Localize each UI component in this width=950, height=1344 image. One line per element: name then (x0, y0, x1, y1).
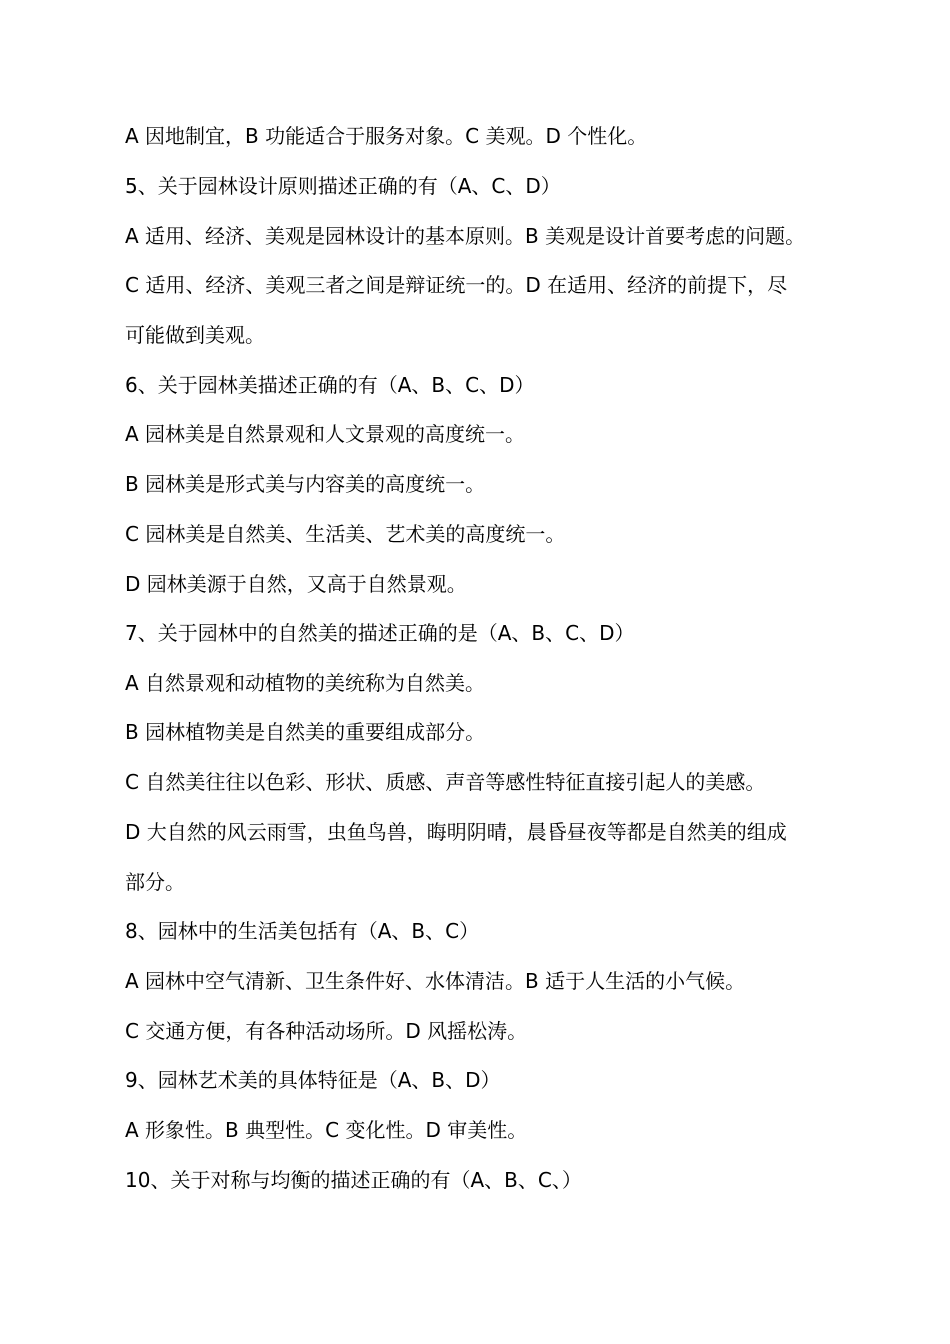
text-line: B 园林美是形式美与内容美的高度统一。 (125, 472, 486, 496)
text-line: 可能做到美观。 (125, 323, 265, 347)
text-line: D 大自然的风云雨雪，虫鱼鸟兽，晦明阴晴，晨昏昼夜等都是自然美的组成 (125, 820, 787, 844)
text-line: D 园林美源于自然，又高于自然景观。 (125, 572, 467, 596)
question-heading: 9、园林艺术美的具体特征是（A、B、D） (125, 1068, 501, 1092)
question-heading: 5、关于园林设计原则描述正确的有（A、C、D） (125, 174, 561, 198)
text-line: C 交通方便，有各种活动场所。D 风摇松涛。 (125, 1019, 528, 1043)
text-line: A 因地制宜，B 功能适合于服务对象。C 美观。D 个性化。 (125, 124, 648, 148)
text-line: 部分。 (125, 870, 185, 894)
text-line: B 园林植物美是自然美的重要组成部分。 (125, 720, 486, 744)
question-heading: 10、关于对称与均衡的描述正确的有（A、B、C、） (125, 1168, 582, 1192)
text-line: A 园林美是自然景观和人文景观的高度统一。 (125, 422, 526, 446)
text-line: C 适用、经济、美观三者之间是辩证统一的。D 在适用、经济的前提下，尽 (125, 273, 788, 297)
text-line: A 形象性。B 典型性。C 变化性。D 审美性。 (125, 1118, 528, 1142)
text-line: C 园林美是自然美、生活美、艺术美的高度统一。 (125, 522, 566, 546)
text-line: A 园林中空气清新、卫生条件好、水体清洁。B 适于人生活的小气候。 (125, 969, 746, 993)
text-line: A 自然景观和动植物的美统称为自然美。 (125, 671, 486, 695)
text-line: C 自然美往往以色彩、形状、质感、声音等感性特征直接引起人的美感。 (125, 770, 766, 794)
question-heading: 6、关于园林美描述正确的有（A、B、C、D） (125, 373, 535, 397)
text-line: A 适用、经济、美观是园林设计的基本原则。B 美观是设计首要考虑的问题。 (125, 224, 806, 248)
question-heading: 8、园林中的生活美包括有（A、B、C） (125, 919, 480, 943)
question-heading: 7、关于园林中的自然美的描述正确的是（A、B、C、D） (125, 621, 635, 645)
